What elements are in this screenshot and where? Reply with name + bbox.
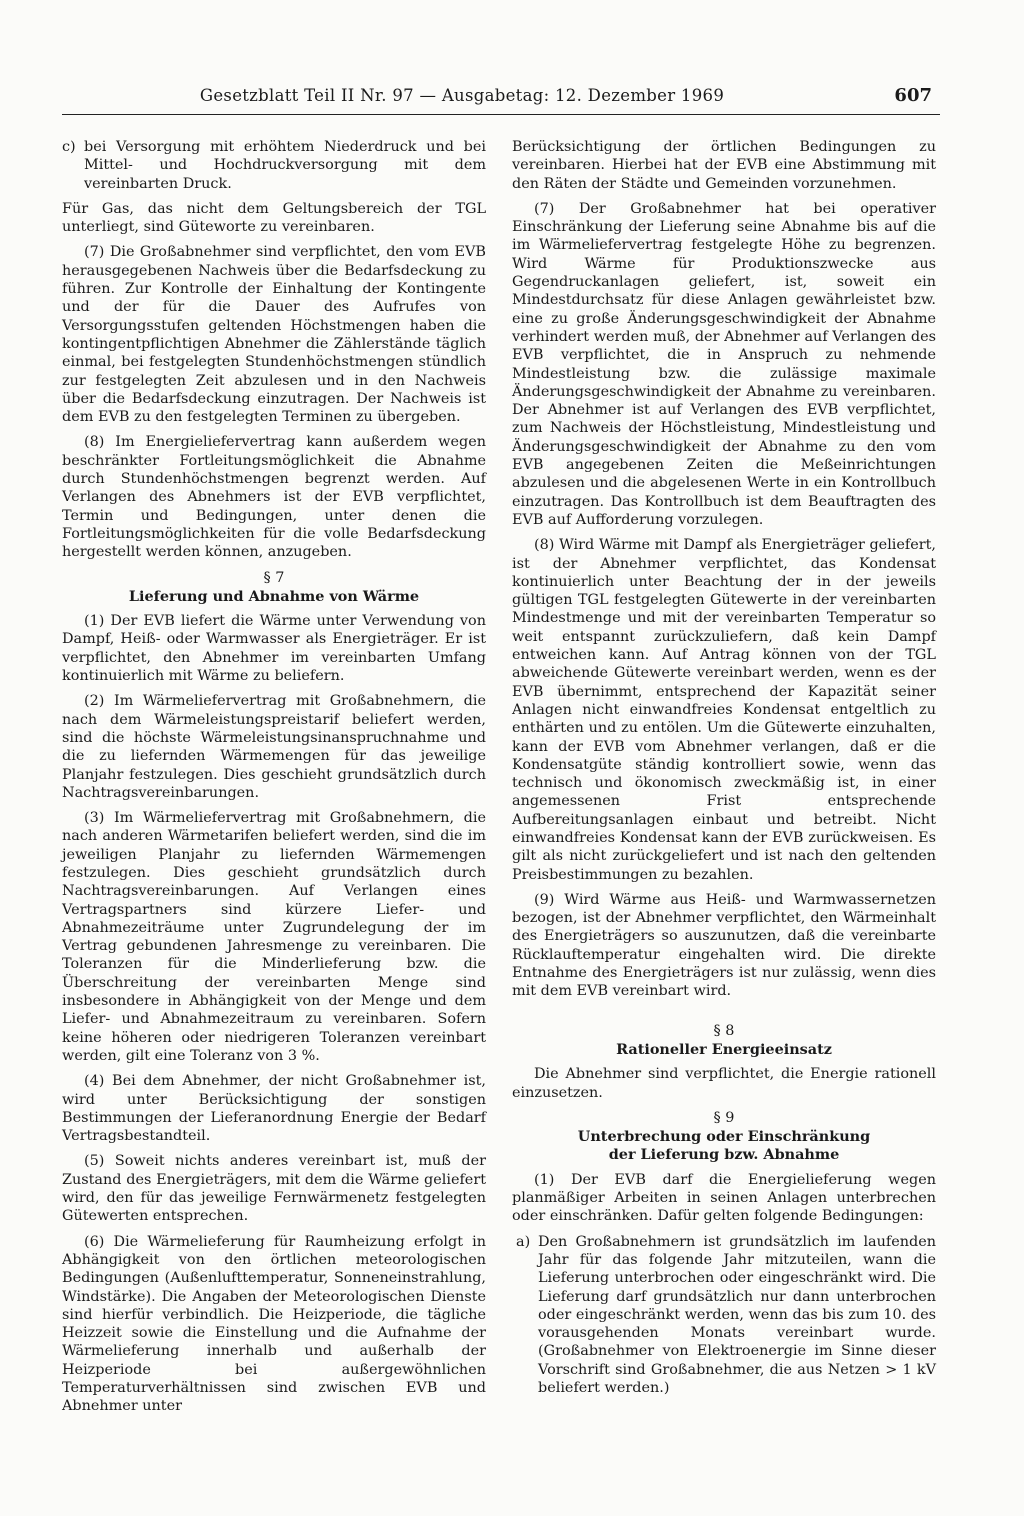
section-9-number: § 9 (713, 1109, 735, 1126)
section-7-paragraph-1: (1) Der EVB liefert die Wärme unter Verwendung von Dampf, Heiß- oder Warmwasser als Energieträger. Er ist verpflichtet, den Abnehmer im vereinbarten Umfang kontinuierlich mit Wärme zu beliefern. (62, 613, 486, 685)
list-item-a (512, 1233, 936, 1398)
item-a-label: a) (516, 1233, 531, 1250)
section-7-number: § 7 (263, 569, 285, 586)
section-7-paragraph-8: (8) Wird Wärme mit Dampf als Energieträger geliefert, ist der Abnehmer verpflichtet, das Kondensat kontinuierlich unter Beachtung der in der jeweils gültigen TGL festgelegten Gütewerte in der vereinbarten Mindestmenge und mit der vereinbarten Temperatur so weit entspannt zurückzuliefern, daß kein Dampf entweichen kann. Auf Antrag können von der TGL abweichende Gütewerte vereinbart werden, wenn es der EVB übernimmt, entsprechend der Kapazität seiner Anlagen nicht einwandfreies Kondensat entgeltlich zu enthärten und zu entölen. Um die Gütewerte einzuhalten, kann der EVB vom Abnehmer verlangen, daß er die Kondensatgüte ständig kontrolliert sowie, wenn das technisch und ökonomisch zweckmäßig ist, in einer angemessenen Frist entsprechende Aufbereitungsanlagen einbaut und betreibt. Nicht einwandfreies Kondensat kann der EVB zurückweisen. Es gilt als nicht zurückgeliefert und ist nach den geltenden Preisbestimmungen zu bezahlen. (512, 537, 936, 883)
section-9-paragraph-1: (1) Der EVB darf die Energielieferung wegen planmäßiger Arbeiten in seinen Anlagen unterbrechen oder einschränken. Dafür gelten folgende Bedingungen: (512, 1171, 936, 1225)
left-column (62, 138, 486, 1423)
section-9-title-line-1: Unterbrechung oder Einschränkung (577, 1128, 871, 1146)
section-8-title: Rationeller Energieeinsatz (616, 1040, 832, 1058)
page-header (62, 80, 940, 115)
section-7-paragraph-3: (3) Im Wärmeliefervertrag mit Großabnehmern, die nach anderen Wärmetarifen beliefert werden, sind die im jeweiligen Planjahr zu liefernden Wärmemengen festzulegen. Dies geschieht grundsätzlich durch Nachtragsvereinbarungen. Auf Verlangen eines Vertragspartners sind kürzere Liefer- und Abnahmezeiträume unter Zugrundelegung der im Vertrag gebundenen Jahresmenge zu vereinbaren. Die Toleranzen für die Minderlieferung bzw. die Überschreitung der vereinbarten Menge sind insbesondere in Abhängigkeit von der Menge und dem Liefer- und Abnahmezeitraum zu vereinbaren. Sofern keine höheren oder niedrigeren Toleranzen vereinbart werden, gilt eine Toleranz von 3 %. (62, 810, 486, 1064)
header-title: Gesetzblatt Teil II Nr. 97 — Ausgabetag: 12. Dezember 1969 (199, 86, 725, 105)
item-c-text: bei Versorgung mit erhöhtem Niederdruck und bei Mittel- und Hochdruckversorgung mit dem vereinbarten Druck. (84, 139, 486, 192)
list-item-c (62, 138, 486, 193)
section-7-title: Lieferung und Abnahme von Wärme (128, 587, 420, 605)
section-8-text: Die Abnehmer sind verpflichtet, die Energie rationell einzusetzen. (512, 1066, 936, 1101)
section-7-paragraph-9: (9) Wird Wärme aus Heiß- und Warmwassernetzen bezogen, ist der Abnehmer verpflichtet, den Wärmeinhalt des Energieträgers so auszunutzen, daß die vereinbarte Rücklauftemperatur eingehalten wird. Die direkte Entnahme des Energieträgers ist nur zulässig, wenn dies mit dem EVB vereinbart wird. (512, 891, 936, 1000)
item-c-label: c) (62, 139, 76, 155)
continuation-paragraph: Berücksichtigung der örtlichen Bedingungen zu vereinbaren. Hierbei hat der EVB eine Abstimmung mit den Räten der Städte und Gemeinden vorzunehmen. (512, 139, 936, 192)
section-7-paragraph-2: (2) Im Wärmeliefervertrag mit Großabnehmern, die nach dem Wärmeleistungspreistarif beliefert werden, sind die höchste Wärmeleistungsinanspruchnahme und die zu liefernden Wärmemengen für das jeweilige Planjahr festzulegen. Dies geschieht grundsätzlich durch Nachtragsvereinbarungen. (62, 693, 486, 801)
page-number: 607 (894, 85, 932, 106)
right-column (512, 138, 936, 1404)
section-7-paragraph-7: (7) Der Großabnehmer hat bei operativer Einschränkung der Lieferung seine Abnahme bis auf die im Wärmeliefervertrag festgelegte Höhe zu begrenzen. Wird Wärme für Produktionszwecke aus Gegendruckanlagen geliefert, ist, soweit ein Mindestdurchsatz für diese Anlagen gewährleistet bzw. eine zu große Änderungsgeschwindigkeit der Abnahme verhindert werden muß, der Abnehmer auf Verlangen des EVB verpflichtet, die in Anspruch zu nehmende Mindestleistung bzw. die zulässige maximale Änderungsgeschwindigkeit der Abnahme zu vereinbaren. Der Abnehmer ist auf Verlangen des EVB verpflichtet, zum Nachweis der Höchstleistung, Mindestleistung und Änderungsgeschwindigkeit der Abnahme zu den vom EVB angegebenen Zeiten die Meßeinrichtungen abzulesen und die abgelesenen Werte in ein Kontrollbuch einzutragen. Das Kontrollbuch ist dem Beauftragten des EVB auf Aufforderung vorzulegen. (512, 200, 936, 528)
section-7-paragraph-4: (4) Bei dem Abnehmer, der nicht Großabnehmer ist, wird unter Berücksichtigung der sonstigen Bestimmungen der Lieferanordnung Energie der Bedarf Vertragsbestandteil. (62, 1073, 486, 1145)
section-7-paragraph-5: (5) Soweit nichts anderes vereinbart ist, muß der Zustand des Energieträgers, mit dem die Wärme geliefert wird, den für das jeweilige Fernwärmenetz festgelegten Gütewerten entsprechen. (62, 1153, 486, 1225)
section-9-title-line-2: der Lieferung bzw. Abnahme (608, 1146, 840, 1164)
spacer (512, 1008, 936, 1018)
section-7-paragraph-6: (6) Die Wärmelieferung für Raumheizung erfolgt in Abhängigkeit von den örtlichen meteorologischen Bedingungen (Außenlufttemperatur, Sonneneinstrahlung, Windstärke). Die Angaben der Meteorologischen Dienste sind hierfür verbindlich. Die Heizperiode, die tägliche Heizzeit sowie die Einstellung und die Aufnahme der Wärmelieferung innerhalb und außerhalb der Heizperiode bei außergewöhnlichen Temperaturverhältnissen sind zwischen EVB und Abnehmer unter (62, 1233, 486, 1415)
section-8-number: § 8 (713, 1022, 735, 1039)
paragraph-7: (7) Die Großabnehmer sind verpflichtet, den vom EVB herausgegebenen Nachweis über die Bedarfsdeckung zu führen. Zur Kontrolle der Einhaltung der Kontingente und der für die Dauer des Aufrufes von Versorgungsstufen geltenden Höchstmengen haben die kontingentpflichtigen Abnehmer die Zählerstände täglich einmal, bei festgelegten Stundenhöchstmengen stündlich zur festgelegten Zeit abzulesen und in den Nachweis über die Bedarfsdeckung einzutragen. Der Nachweis ist dem EVB zu den festgelegten Terminen zu übergeben. (62, 244, 486, 426)
gas-paragraph: Für Gas, das nicht dem Geltungsbereich der TGL unterliegt, sind Güteworte zu vereinbaren. (62, 200, 486, 236)
item-a-text: Den Großabnehmern ist grundsätzlich im laufenden Jahr für das folgende Jahr mitzuteilen, wann die Lieferung unterbrochen oder eingeschränkt wird. Die Lieferung darf grundsätzlich nur dann unterbrochen oder eingeschränkt werden, wenn das bis zum 10. des vorausgehenden Monats vereinbart wurde. (Großabnehmer von Elektroenergie im Sinne dieser Vorschrift sind Großabnehmer, die aus Netzen > 1 kV beliefert werden.) (538, 1233, 936, 1396)
paragraph-8: (8) Im Energieliefervertrag kann außerdem wegen beschränkter Fortleitungsmöglichkeit die Abnahme durch Stundenhöchstmengen begrenzt werden. Auf Verlangen des Abnehmers ist der EVB verpflichtet, Termin und Bedingungen, unter denen die Fortleitungsmöglichkeiten für die volle Bedarfsdeckung hergestellt werden können, anzugeben. (62, 434, 486, 561)
